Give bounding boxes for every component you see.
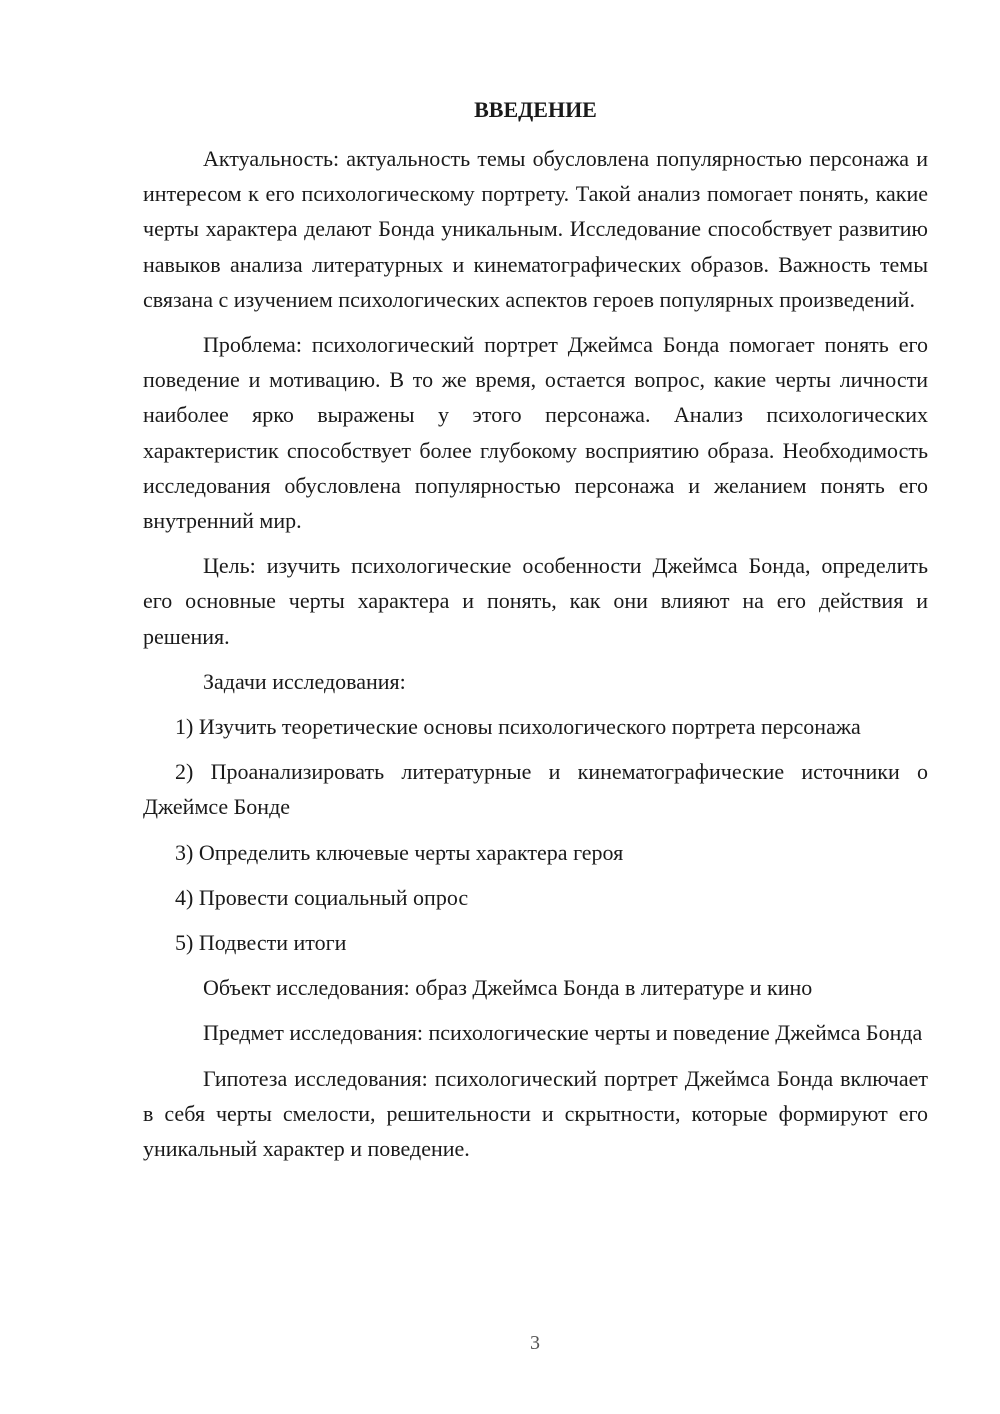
- subject-paragraph: Предмет исследования: психологические черты и поведение Джеймса Бонда: [203, 1020, 923, 1046]
- object-paragraph: Объект исследования: образ Джеймса Бонда в литературе и кино: [203, 975, 813, 1001]
- tasks-heading: Задачи исследования:: [203, 668, 406, 694]
- task-item: 2) Проанализировать литературные и кинематографические источники о Джеймсе Бонде: [143, 759, 928, 820]
- task-item: 1) Изучить теоретические основы психологического портрета персонажа: [175, 714, 861, 740]
- problem-paragraph: Проблема: психологический портрет Джеймса Бонда помогает понять его поведение и мотивацию. В то же время, остается вопрос, какие черты личности наиболее ярко выражены у этого персонажа. Анализ психологических характеристик способствует более глубокому восприятию образа. Необходимость исследования обусловлена популярностью персонажа и желанием понять его внутренний мир.: [143, 332, 928, 534]
- task-item: 3) Определить ключевые черты характера героя: [175, 839, 624, 865]
- hypothesis-paragraph: Гипотеза исследования: психологический портрет Джеймса Бонда включает в себя черты смелости, решительности и скрытности, которые формируют его уникальный характер и поведение.: [143, 1065, 928, 1162]
- page-number: 3: [530, 1332, 540, 1354]
- document-page: [143, 92, 928, 1176]
- task-item: 4) Провести социальный опрос: [175, 884, 469, 910]
- section-title: ВВЕДЕНИЕ: [474, 97, 597, 122]
- relevance-paragraph: Актуальность: актуальность темы обусловлена популярностью персонажа и интересом к его психологическому портрету. Такой анализ помогает понять, какие черты характера делают Бонда уникальным. Исследование способствует развитию навыков анализа литературных и кинематографических образов. Важность темы связана с изучением психологических аспектов героев популярных произведений.: [143, 146, 928, 312]
- task-item: 5) Подвести итоги: [175, 930, 347, 956]
- goal-paragraph: Цель: изучить психологические особенности Джеймса Бонда, определить его основные черты характера и понять, как они влияют на его действия и решения.: [143, 553, 928, 649]
